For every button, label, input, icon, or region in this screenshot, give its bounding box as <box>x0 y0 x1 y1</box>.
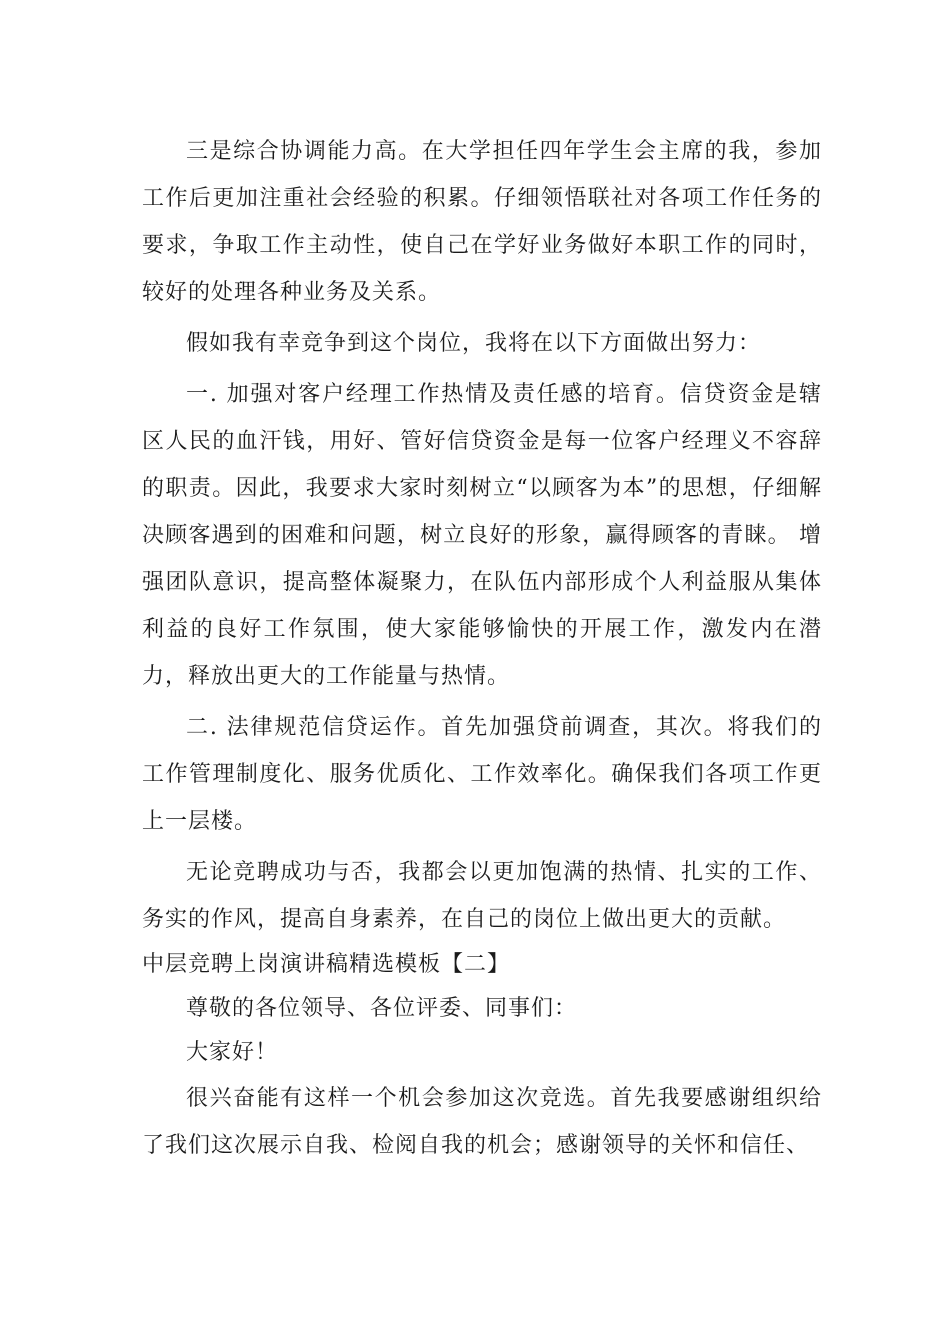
paragraph-conclusion: 无论竞聘成功与否，我都会以更加饱满的热情、扎实的工作、务实的作风，提高自身素养，在自己的岗位上做出更大的贡献。 <box>142 860 822 932</box>
greeting: 大家好！ <box>186 1040 279 1065</box>
salutation: 尊敬的各位领导、各位评委、同事们： <box>186 996 578 1021</box>
paragraph-point-two: 二. 法律规范信贷运作。首先加强贷前调查，其次。将我们的工作管理制度化、服务优质化、工作效率化。确保我们各项工作更上一层楼。 <box>142 715 822 834</box>
paragraph-opening: 很兴奋能有这样一个机会参加这次竞选。首先我要感谢组织给了我们这次展示自我、检阅自我的机会；感谢领导的关怀和信任、 <box>142 1086 822 1158</box>
document-body <box>142 128 822 1169</box>
paragraph-point-one: 一. 加强对客户经理工作热情及责任感的培育。信贷资金是辖区人民的血汗钱，用好、管好信贷资金是每一位客户经理义不容辞的职责。因此，我要求大家时刻树立“以顾客为本”的思想，仔细解决顾客遇到的困难和问题，树立良好的形象，赢得顾客的青睐。 增强团队意识，提高整体凝聚力，在队伍内部形成个人利益服从集体利益的良好工作氛围，使大家能够愉快的开展工作，激发内在潜力，释放出更大的工作能量与热情。 <box>142 382 822 689</box>
paragraph-intent: 假如我有幸竞争到这个岗位，我将在以下方面做出努力： <box>186 331 762 356</box>
paragraph-coordination: 三是综合协调能力高。在大学担任四年学生会主席的我，参加工作后更加注重社会经验的积累。仔细领悟联社对各项工作任务的要求，争取工作主动性，使自己在学好业务做好本职工作的同时，较好的处理各种业务及关系。 <box>142 139 822 305</box>
section-title: 中层竞聘上岗演讲稿精选模板【二】 <box>142 952 511 977</box>
